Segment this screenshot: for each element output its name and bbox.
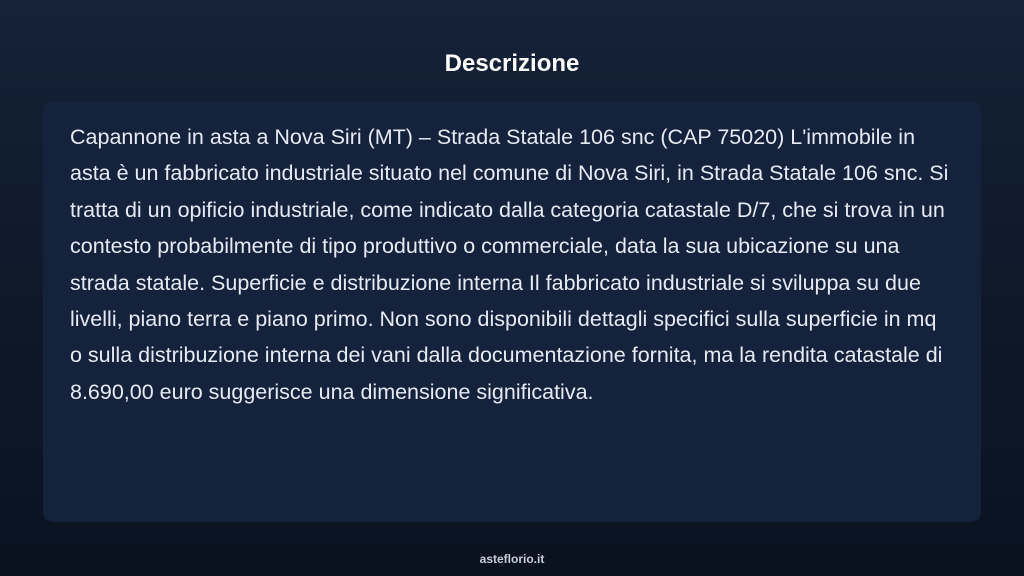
description-card (43, 101, 981, 522)
description-text: Capannone in asta a Nova Siri (MT) – Strada Statale 106 snc (CAP 75020) L'immobile in asta è un fabbricato industriale situato nel comune di Nova Siri, in Strada Statale 106 snc. Si tratta di un opificio industriale, come indicato dalla categoria catastale D/7, che si trova in un contesto probabilmente di tipo produttivo o commerciale, data la sua ubicazione su una strada statale. Superficie e distribuzione interna Il fabbricato industriale si sviluppa su due livelli, piano terra e piano primo. Non sono disponibili dettagli specifici sulla superficie in mq o sulla distribuzione interna dei vani dalla documentazione fornita, ma la rendita catastale di 8.690,00 euro suggerisce una dimensione significativa. (70, 125, 949, 404)
footer-site-name: asteflorio.it (0, 544, 1024, 576)
page-title: Descrizione (444, 50, 580, 77)
